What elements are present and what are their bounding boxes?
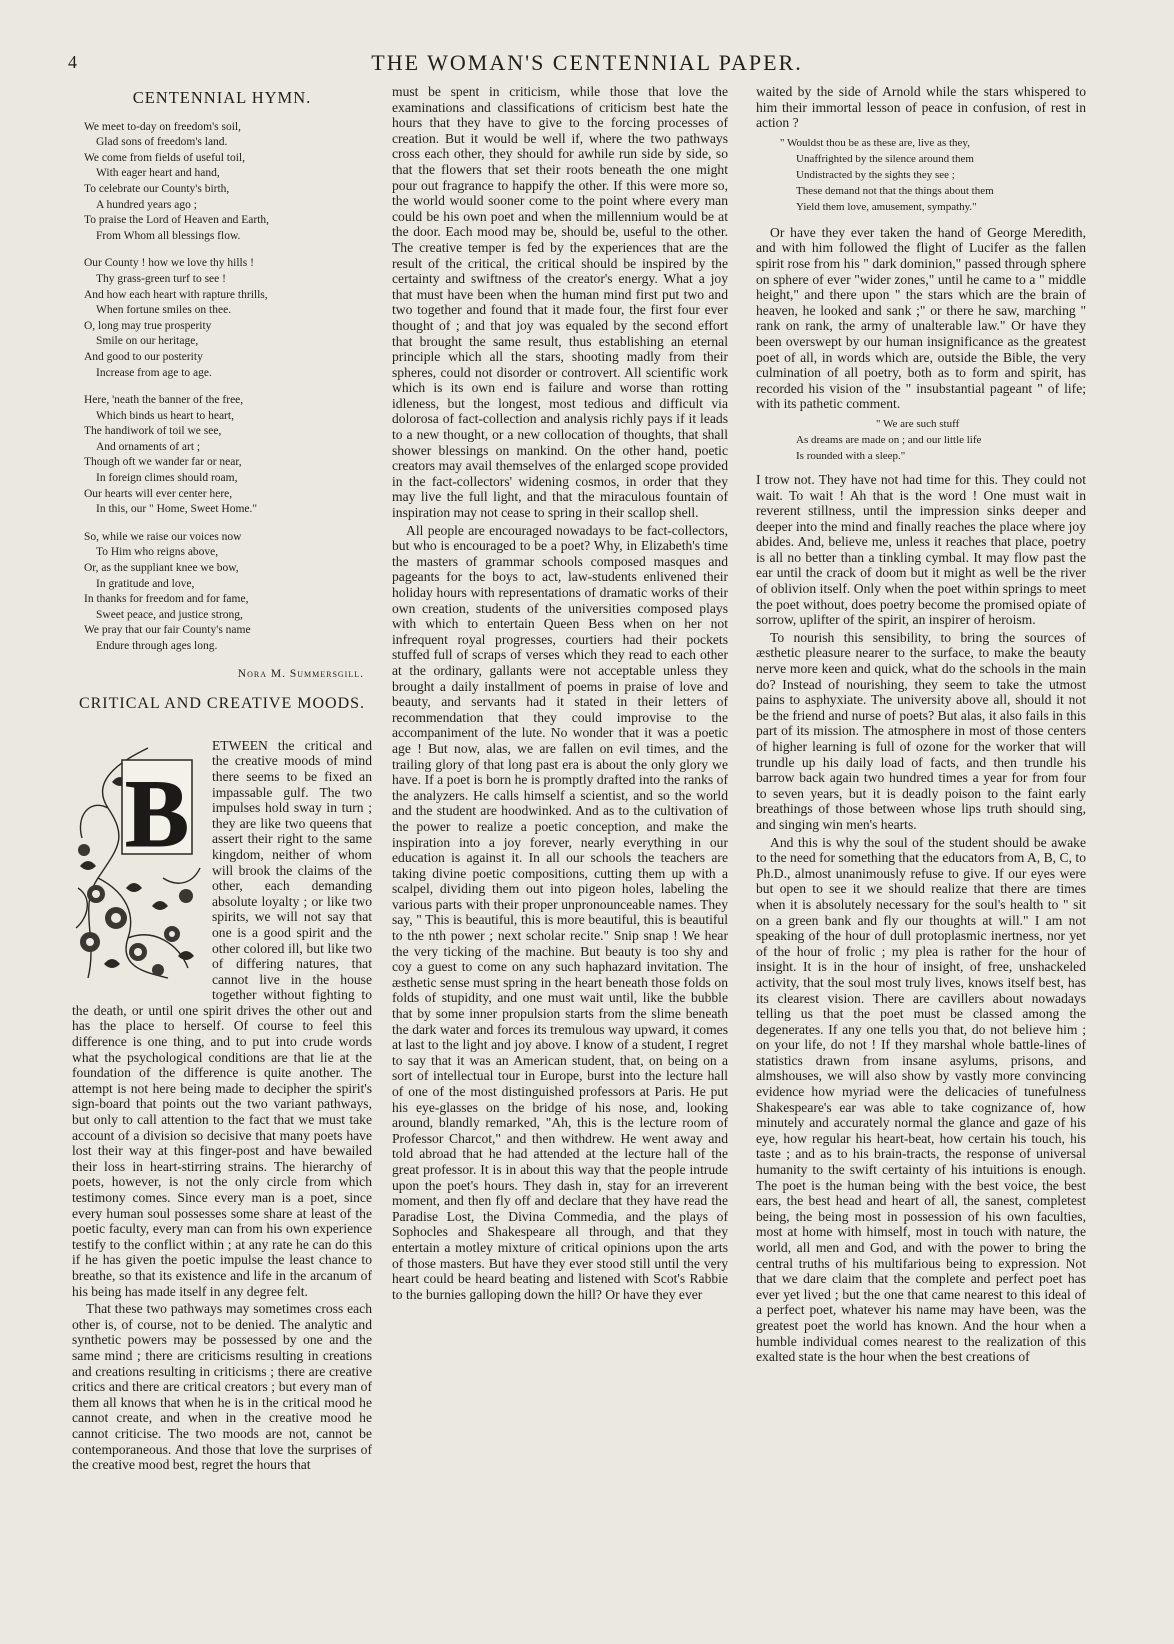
hymn-line: The handiwork of toil we see, [84, 425, 222, 438]
hymn-line: Our County ! how we love thy hills ! [84, 257, 254, 270]
hymn-line: A hundred years ago ; [96, 198, 197, 211]
essay-body-col2 [392, 84, 728, 1302]
hymn-stanza [84, 256, 372, 381]
hymn-line: Which binds us heart to heart, [96, 409, 234, 422]
quotation-line: Is rounded with a sleep." [796, 449, 906, 462]
hymn-line: Though oft we wander far or near, [84, 456, 242, 469]
essay-paragraph: That these two pathways may sometimes cross each other is, of course, not to be denied. The analytic and synthetic powers may be possessed by one and the same mind ; there are criticisms resulting in creations and creations resulting in criticisms ; there are creative critics and there are critical creators ; but every man of them all knows that when he is in the critical mood he cannot create, and when in the creative mood he cannot criticise. The two moods are not, cannot be contemporaneous. And those that love the surprises of the creative mood best, regret the hours that [72, 1301, 372, 1473]
hymn-line: We come from fields of useful toil, [84, 151, 245, 164]
hymn-line: Sweet peace, and justice strong, [96, 608, 243, 621]
hymn-line: And good to our posterity [84, 350, 203, 363]
hymn-line: And ornaments of art ; [96, 440, 201, 453]
hymn-line: Glad sons of freedom's land. [96, 136, 228, 149]
hymn-line: Or, as the suppliant knee we bow, [84, 562, 239, 575]
hymn-line: Increase from age to age. [96, 366, 212, 379]
hymn-line: In gratitude and love, [96, 577, 195, 590]
hymn-line: So, while we raise our voices now [84, 530, 242, 543]
quotation-line: Yield them love, amusement, sympathy." [796, 200, 977, 213]
essay-paragraph: ETWEEN the critical and the creative moods of mind there seems to be fixed an impassable gulf. The two impulses hold sway in turn ; they are like two queens that assert their right to the same kingdom, neither of whom will brook the claims of the other, each demanding absolute loyalty ; or like two spirits, we will not say that one is a good spirit and the other colored ill, but like two of differing natures, that cannot live in the house together without fighting to the death, or until one spirit drives the other out and has the place to herself. Of course to feel this difference is one thing, and to put into crude words what the psychological conditions are that lie at the foundation of the difference is quite another. The attempt is not here being made to decipher the spirit's sign-board that points out the two variant pathways, but only to call attention to the fact that we must take account of a division so decisive that many poets have lost their way at this finger-post and have bewailed their loss in heart-stirring strains. The hierarchy of poets, however, is not the only circle from which testimony comes. Since every man is a poet, since every human soul possesses some share at least of the poetic faculty, every man can from his own experience testify to the conflict within ; at any rate he can do this if he has given the poetic impulse the least chance to breathe, so that its existence and life in the arcanum of his being has made itself in any degree felt. [72, 737, 372, 1299]
hymn-line: And how each heart with rapture thrills, [84, 288, 268, 301]
hymn-line: O, long may true prosperity [84, 319, 212, 332]
hymn-author: Nora M. Summersgill. [237, 667, 364, 680]
essay-paragraph: To nourish this sensibility, to bring the sources of æsthetic pleasure nearer to the surface, to make the beauty nerve more keen and quick, what do the schools in the main do? Instead of nourishing, they seem to take the utmost pains to asphyxiate. The university above all, should it not be the friend and nurse of poets? But alas, it also fails in this part of its mission. The atmosphere in most of those centers of higher learning is full of ozone for the worker that will trundle up his daily load of facts, and then trundle his barrow back again two hundred times a year for from four to seven years, but it is deadly poison to the faint early breathings of those between whose lips truth should sing, and singing win men's hearts. [756, 629, 1086, 832]
page-header [0, 46, 1174, 78]
arnold-quotation [780, 135, 1086, 215]
quotation-line: These demand not that the things about them [796, 184, 994, 197]
dropcap-letter: B [124, 759, 190, 867]
quotation-line: " We are such stuff [876, 417, 960, 430]
essay-paragraph: I trow not. They have not had time for this. They could not wait. To wait ! Ah that is the word ! One must wait in reverent stillness, until the impression sinks deeper and deeper into the mind and finally reaches the place where joy abides. And, believe me, unless it reaches that place, poetry is all no better than a tinkling cymbal. It may flow past the ear until the crack of doom but it might as well be the river of oblivion itself. Only when the poet within springs to meet the poet without, does poetry become the promised opiate of sorrow, uplifter of the spirit, an inspirer of heroism. [756, 471, 1086, 628]
shakespeare-quotation [796, 416, 1086, 464]
hymn-line: In this, our " Home, Sweet Home." [96, 503, 258, 516]
hymn-line: Thy grass-green turf to see ! [96, 272, 226, 285]
essay-body-col3 [756, 472, 1086, 1365]
hymn-line: Endure through ages long. [96, 640, 218, 652]
essay-paragraph: waited by the side of Arnold while the stars whispered to him their immortal lesson of peace in confusion, of rest in action ? [756, 84, 1086, 131]
hymn-line: To Him who reigns above, [96, 546, 219, 559]
column-2 [392, 84, 728, 1604]
hymn-line: In foreign climes should roam, [96, 472, 238, 485]
essay-paragraph: must be spent in criticism, while those that love the examinations and classifications of criticism best hate the hours that they have to give to the forcing processes of creation. But it would be well if, where the two pathways cross each other, they should for awhile run side by side, so that the flowers that set their roots beneath the one might pour out fragrance to happify the other. If this were more so, the world would sooner come to the point where every man could be his own poet and when the millennium would be at the door. Each mood may be, should be, useful to the other. The creative temper is fed by the experiences that are the result of the critical, the critical should be inspired by the certainty and swiftness of the creator's energy. What a joy that must have been when the human mind first put two and two together and found that it made four, the first four ever thought of ; and that joy was equaled by the second effort that brought the same result, thus establishing an eternal principle which all the stars, shooting madly from their spheres, could not disorder or controvert. All scientific work which is its own end is failure and worse than rotting idleness, but the longest, most tedious and difficult via dolorosa of fact-collection and analysis richly pays if it leads to a new thought, or a new collocation of thoughts, that shall shower blessings on mankind. On the other hand, poetic creators may avail themselves of the enlarged scope provided in the fact-collectors' widening cosmos, in order that they may live the full light, and that the miraculous fountain of inspiration may not cease to spring in their scallop shell. [392, 84, 728, 521]
hymn-line: When fortune smiles on thee. [96, 304, 232, 317]
hymn-line: With eager heart and hand, [96, 167, 220, 180]
quotation-line: Unaffrighted by the silence around them [796, 152, 974, 165]
hymn-line: We meet to-day on freedom's soil, [84, 120, 241, 133]
hymn-line: To celebrate our County's birth, [84, 182, 230, 195]
hymn-stanza [84, 530, 372, 655]
hymn-line: To praise the Lord of Heaven and Earth, [84, 214, 270, 227]
essay-title: CRITICAL AND CREATIVE MOODS. [78, 695, 366, 713]
ornamental-initial [72, 738, 206, 984]
hymn-line: In thanks for freedom and for fame, [84, 593, 249, 606]
running-title: THE WOMAN'S CENTENNIAL PAPER. [371, 50, 803, 75]
quotation-line: " Wouldst thou be as these are, live as they, [780, 136, 970, 149]
essay-paragraph: Or have they ever taken the hand of George Meredith, and with him followed the flight of Lucifer as the fallen spirit rose from his " dark dominion," passed through sphere on sphere of ever "wider zones," until he came to a " middle height," and there upon " the stars which are the brain of heaven, he looked and sank ;" or there he saw, marching " rank on rank, the army of unalterable law." Or have they been overswept by our human insignificance as the greatest poet of all, in words which are, outside the Bible, the very culmination of all poetry, both as to form and spirit, has recorded his vision of the " insubstantial pageant " of life; with its pathetic comment. [756, 224, 1086, 412]
essay-paragraph: And this is why the soul of the student should be awake to the need for something that the educators from A, B, C, to Ph.D., almost unanimously refuse to give. If our eyes were but open to see it we should realize that there are times when it is absolutely necessary for the soul's health to " sit on a green bank and fly our thoughts at will." I am not speaking of the hour of dull protoplasmic inertness, nor yet of the hour of frolic ; my plea is rather for the hour of insight. It is in the hour of insight, of free, unshackeled activity, that the soul most truly lives, knows itself best, has its clearest vision. There are cavillers about nowadays telling us that the poet must be classed among the degenerates. If any one tells you that, do not believe him ; on your life, do not ! If they marshal whole battle-lines of statistics drawn from insane asylums, prisons, and almshouses, we will also show by vastly more convincing evidence how myriad were the delicacies of tunefulness Shakespeare's ear was able to take cognizance of, how minutely and accurately normal the glance and gaze of his eye, how regular his heart-beat, how certain his touch, his taste ; and as to his brain-tracts, the response of universal humanity to the swift certainty of his intuitions is enough. The poet is the human being with the best voice, the best ears, the best head and heart of all, the sanest, completest being, the being most in possession of his own faculties, most at home with himself, most in touch with nature, the world, all men and God, and with the power to bring the central truths of his multifarious being to expression. Not that we dare claim that the complete and perfect poet has ever yet lived ; but the one that came nearest to this ideal of a perfect poet, whatever his name may have been, was the greatest poet the world has known. And the hour when a humble individual comes nearest to the realization of this exalted state is the hour when the best creations of [756, 834, 1086, 1365]
quotation-line: Undistracted by the sights they see ; [796, 168, 955, 181]
hymn-stanza [84, 393, 372, 518]
hymn-line: From Whom all blessings flow. [96, 229, 241, 242]
hymn-body [72, 120, 372, 655]
hymn-line: Here, 'neath the banner of the free, [84, 394, 244, 407]
essay-paragraph: All people are encouraged nowadays to be fact-collectors, but who is encouraged to be a poet? Why, in Elizabeth's time the masters of grammar schools composed masques and pageants for the boys to act, law-students enlivened their holiday hours with representations of dramatic works of their own creation, students of the universities composed plays with which to entertain Queen Bess when on her not infrequent royal progresses, courtiers had their pockets stuffed full of scraps of verses which they read to each other at the ordinary, gallants were not acceptable unless they brought a daily installment of poems in praise of love and beauty, and servants had it stated in their letters of recommendation that they could improvise to the accompaniment of the lute. No wonder that it was a poetic age ! But now, alas, we are fallen on evil times, and the trailing glory of that long past era is about the only glory we have. If a poet is born he is promptly drafted into the ranks of the analyzers. He calls himself a scientist, and so the world and the student are hoodwinked. And as to the cultivation of the power to realize a poetic conception, and make the inspiration into a joy forever, nearly everything in our education is against it. In all our schools the teachers are taking divine poetic compositions, cutting them up with a scalpel, dividing them out into pigeon holes, labeling the various parts with their proper unpronounceable names. They say, " This is beautiful, this is more beautiful, this is beautiful to the nth power ; next scholar recite." Snip snap ! We hear the very ticking of the machine. But beauty is too shy and coy a guest to come on any such haphazard invitation. The æsthetic sense must spring in the heart beneath those folds on folds of stupidity, and one must wait until, like the bubble that by some inner propulsion starts from the slime beneath the dark water and forces its tremulous way upward, it comes at last to the light and joy above. I know of a student, I regret to say that it was an American student, that, on being on a sort of intellectual tour in Europe, burst into the lecture hall of one of the most distinguished professors at Paris. He put his eye-glasses on the bridge of his nose, and, looking around, blandly remarked, "Ah, this is the lecture room of Professor Charcot," and then withdrew. He went away and told abroad that he had attended at the lecture hall of the great professor. It is in about this way that the people intrude upon the poet's hours. They dash in, stay for an irreverent moment, and then fly off and declare that they have read the Paradise Lost, the Divina Commedia, and the plays of Sophocles and Shakespeare all through, and that they entertain a motley mixture of critical opinions upon the arts of those masters. But have they ever stood still until the very heart could be heard beating and listened with Scot's Rabbie to the burnies galloping down the hill? Or have they ever [392, 522, 728, 1302]
column-3 [756, 84, 1086, 1604]
hymn-line: We pray that our fair County's name [84, 624, 251, 637]
hymn-stanza [84, 120, 372, 245]
column-1 [72, 84, 372, 1604]
floral-ornament-icon [72, 738, 206, 984]
hymn-line: Our hearts will ever center here, [84, 487, 233, 500]
page-number: 4 [68, 52, 77, 72]
hymn-title: CENTENNIAL HYMN. [132, 88, 312, 107]
hymn-line: Smile on our heritage, [96, 335, 199, 348]
quotation-line: As dreams are made on ; and our little life [796, 433, 982, 446]
